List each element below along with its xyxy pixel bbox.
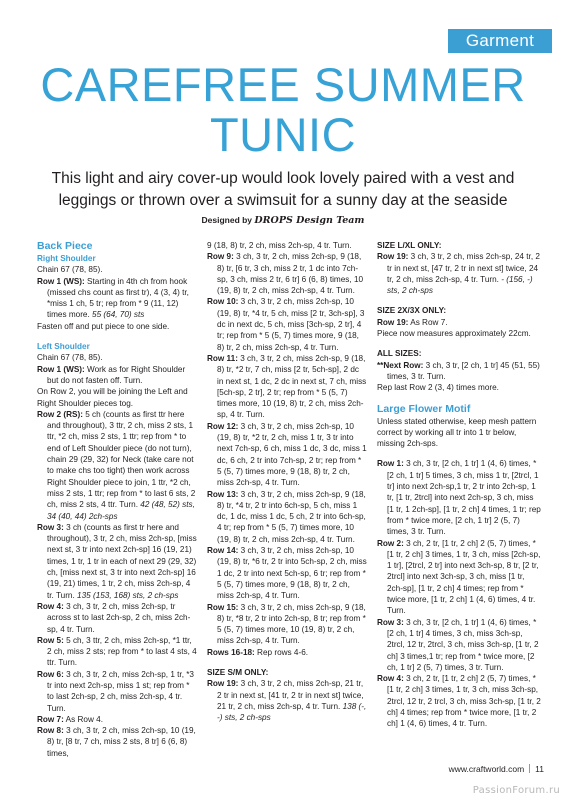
column-1: [37, 240, 197, 759]
row-label: Row 19:: [207, 679, 239, 689]
row-text: 3 ch, 3 tr, 2 ch, miss 2ch-sp, 10 (19, 8) tr, [8 tr, 7 ch, miss 2 sts, 8 tr] 6 (6, 8) times,: [47, 726, 196, 758]
pattern-row: [37, 409, 197, 522]
pattern-row: [207, 251, 367, 296]
row-text: Rep rows 4-6.: [254, 647, 309, 657]
page-number: 11: [535, 764, 544, 774]
pattern-row: [37, 276, 197, 321]
row-text: Work as for Right Shoulder but do not fasten off. Turn.: [47, 364, 186, 385]
pattern-row: [377, 251, 542, 296]
byline: [0, 215, 566, 226]
row-text: 3 ch, 3 tr, 2 ch, miss 2ch-sp, 24 tr, 2 tr in next st, [47 tr, 2 tr in next st] twice, 24 tr, 2 ch, miss 2ch-sp, 4 tr. Turn.: [387, 252, 540, 284]
size-heading: SIZE L/XL ONLY:: [377, 241, 442, 250]
pattern-row: [207, 489, 367, 545]
row-label: Rows 16-18:: [207, 647, 255, 657]
row-text: 3 ch, 3 tr, [2 ch, 1 tr] 1 (4, 6) times, *[2 ch, 1 tr] 5 times, 3 ch, miss 1 tr, [2trcl, 1 tr] into next 2ch-sp,1 tr, 2 tr into 2ch-sp, 1 tr, [1 tr, 2trcl] into next 2ch-sp, 3 ch, miss [1 tr, 1 2ch-sp], [1 tr, 2 ch] 4 times, 1 tr; rep from * twice more, [2 ch, 1 tr] 2 (5, 7) times, 3 tr. Turn.: [387, 459, 541, 537]
spacer: [37, 332, 197, 341]
instruction-text: Unless stated otherwise, keep mesh pattern correct by working all tr into 1 tr below, missing 2ch-sps.: [377, 416, 537, 449]
row-text: 3 ch, 3 tr, 2 ch, miss 2ch-sp, 10 (19, 8) tr, *6 tr, 2 tr into 5ch-sp, 2 ch, miss 1 dc, 2 tr into next 5ch-sp, 6 tr; rep from * 5 (5, 7) times more, 9 (18, 8) tr, 2 ch, miss 2ch-sp, 4 tr. Turn.: [217, 546, 367, 601]
stitch-count: 138 (-, -) sts, 2 ch-sps: [217, 701, 367, 723]
pattern-row: [207, 421, 367, 489]
row-label: Row 10:: [207, 297, 239, 307]
row-label: Row 12:: [207, 421, 239, 431]
instruction-text: 9 (18, 8) tr, 2 ch, miss 2ch-sp, 4 tr. Turn.: [207, 241, 352, 250]
spacer: [377, 296, 542, 305]
row-text: 3 ch, 3 tr, 2 ch, miss 2ch-sp, 9 (18, 8) tr, [6 tr, 3 ch, miss 2 tr, 1 dc into 7ch-sp, 3 ch, miss 2 tr, 6 tr] 6 (6, 8) times, 10 (19, 8) tr, 2 ch, miss 2ch-sp, 4 tr. Turn.: [217, 252, 364, 296]
instruction-text: Fasten off and put piece to one side.: [37, 321, 170, 331]
instruction-text: On Row 2, you will be joining the Left and Right Shoulder pieces tog.: [37, 387, 188, 408]
byline-prefix: Designed by: [201, 215, 253, 225]
row-label: Row 2:: [377, 538, 404, 548]
sub-heading: Right Shoulder: [37, 254, 96, 263]
row-text: 3 ch, 3 tr, 2 ch, miss 2ch-sp, 9 (18, 8) tr, *4 tr, 2 tr into 6ch-sp, 5 ch, miss 1 dc, 1 dc, miss 1 dc, 5 ch, 2 tr into 6ch-sp, 4 tr; rep from * 5 (5, 7) times more, 10 (19, 8) tr, 2 ch, miss 2ch-sp, 4 tr. Turn.: [217, 489, 366, 544]
row-text: 3 ch, 3 tr, 2 ch, miss 2ch-sp, 10 (19, 8) tr, *2 tr, 2 ch, miss 1 tr, 3 tr into next 7ch-sp, 6 ch, miss 1 dc, 3 dc, miss 1 dc, 6 ch, 2 tr into 7ch-sp, 2 tr; rep from * 5 (5, 7) times more, 9 (18, 8) tr, 2 ch, miss 2ch-sp, 4 tr. Turn.: [217, 421, 367, 488]
row-text: 3 ch, 2 tr, [1 tr, 2 ch] 2 (5, 7) times, *[1 tr, 2 ch] 3 times, 1 tr, 3 ch, miss 3ch-sp, 2trcl, 12 tr, 2 trcl, 3 ch, miss 3ch-sp, [1 tr, 2 ch] 4 times; rep from * twice more, [1 tr, 2 ch] 1 (4, 6) times, 4 tr. Turn.: [387, 674, 541, 729]
pattern-row: [207, 353, 367, 421]
size-heading: ALL SIZES:: [377, 349, 422, 359]
instruction-text: Chain 67 (78, 85).: [37, 265, 103, 275]
row-text: As Row 4.: [63, 714, 103, 724]
spacer: [377, 394, 542, 403]
row-label: Row 9:: [207, 252, 234, 262]
row-label: Row 3:: [377, 617, 404, 627]
pattern-row: [377, 317, 542, 328]
pattern-row: [377, 458, 542, 537]
row-label: Row 14:: [207, 546, 239, 556]
pattern-row: [37, 522, 197, 601]
footer: [449, 764, 544, 774]
row-text: 3 ch, 3 tr, 2 ch, miss 2ch-sp, 1 tr, *3 tr into next 2ch-sp, miss 1 st; rep from * to last 2ch-sp, 2 ch, miss 2ch-sp, 4 tr. Turn.: [47, 669, 194, 713]
row-label: Row 5:: [37, 635, 64, 645]
row-text: 3 ch, 3 tr, [2 ch, 1 tr] 1 (4, 6) times, *[2 ch, 1 tr] 4 times, 3 ch, miss 3ch-sp, 2trcl, 12 tr, 2trcl, 3 ch, miss 3ch-sp, [1 tr, 2 ch] 3 times,1 tr; rep from * twice more, [2 ch, 1 tr] 2 (5, 7) times, 3 tr. Turn.: [387, 617, 539, 672]
instruction-text: Rep last Row 2 (3, 4) times more.: [377, 383, 499, 393]
pattern-row: [207, 602, 367, 647]
row-label: Row 19:: [377, 317, 409, 327]
section-heading: Large Flower Motif: [377, 402, 471, 415]
section-heading: Back Piece: [37, 240, 93, 252]
page-title: CAREFREE SUMMER: [40, 58, 526, 111]
pattern-row: [377, 538, 542, 617]
row-label: Row 4:: [37, 601, 64, 611]
pattern-row: [207, 296, 367, 352]
row-label: Row 11:: [207, 353, 238, 363]
row-label: Row 7:: [37, 714, 64, 724]
row-label: Row 1 (WS):: [37, 364, 85, 374]
row-text: 3 ch, 3 tr, 2 ch, miss 2ch-sp, 10 (19, 8) tr, *4 tr, 5 ch, miss [2 tr, 3ch-sp], 3 dc in next dc, 5 ch, miss [3ch-sp, 2 tr], 4 tr; rep from * 5 (5, 7) times more, 9 (18, 8) tr, 2 ch, miss 2ch-sp, 4 tr. Turn.: [217, 297, 365, 352]
pattern-row: [37, 725, 197, 759]
spacer: [377, 449, 542, 458]
footer-site[interactable]: www.craftworld.com: [448, 764, 525, 774]
row-text: 5 ch (counts as first ttr here and throughout), 3 ttr, 2 ch, miss 2 sts, 1 ttr, *2 ch, miss 2 sts, 1 ttr; rep from * to end of Left Shoulder piece (do not turn), chain 29 (29, 32) for Neck (take care not to make chs too tight) then work across Right Shoulder piece to join, 1 ttr, *2 ch, miss 2 sts, 1 ttr; rep from * to last 6 sts, 2 ch, miss 2 sts, 4 ttr. Turn.: [47, 409, 196, 510]
pattern-row: [37, 714, 197, 725]
row-label: Row 1 (WS):: [37, 276, 85, 286]
column-3: [377, 240, 542, 730]
standfirst: This light and airy cover-up would look lovely paired with a vest and leggings or thrown over a swimsuit for a sunny day at the seaside: [51, 170, 515, 209]
stitch-count: 42 (48, 52) sts, 34 (40, 44) 2ch-sps: [47, 500, 195, 521]
pattern-row: [37, 669, 197, 714]
stitch-count: 55 (64, 70) sts: [92, 310, 145, 320]
size-heading: SIZE S/M ONLY:: [207, 667, 269, 677]
stitch-count: - (156, -) sts, 2 ch-sps: [387, 274, 533, 296]
row-label: Row 6:: [37, 669, 64, 679]
pattern-row: [207, 647, 367, 658]
pattern-row: [377, 360, 542, 383]
row-text: 3 ch, 3 tr, 2 ch, miss 2ch-sp, tr across st to last 2ch-sp, 2 ch, miss 2ch-sp, 4 tr. Turn.: [47, 601, 191, 634]
sub-heading: Left Shoulder: [37, 342, 90, 352]
row-label: Row 2 (RS):: [37, 409, 83, 419]
row-text: 3 ch, 3 tr, 2 ch, miss 2ch-sp, 21 tr, 2 tr in next st, [41 tr, 2 tr in next st] twice, 21 tr, 2 ch, miss 2ch-sp, 4 tr. Turn.: [217, 679, 364, 711]
row-label: Row 8:: [37, 726, 64, 736]
pattern-row: [37, 635, 197, 669]
size-heading: SIZE 2X/3X ONLY:: [377, 306, 447, 316]
watermark: PassionForum.ru: [472, 785, 560, 796]
row-label: Row 3:: [37, 522, 64, 532]
row-text: 3 ch, 3 tr, 2 ch, miss 2ch-sp, 9 (18, 8) tr, *8 tr, 2 tr into 2ch-sp, 8 tr; rep from * 5 (5, 7) times more, 10 (19, 8) tr, 2 ch, miss 2ch-sp, 4 tr. Turn.: [217, 602, 366, 646]
row-text: 3 ch, 3 tr, 2 ch, miss 2ch-sp, 9 (18, 8) tr, *2 tr, 7 ch, miss [2 tr, 5ch-sp], 2 dc in next st, 1 dc, 2 dc in next st, 7 ch, miss [5ch-sp, 2 tr], 2 tr; rep from * 5 (5, 7) times more, 10 (19, 8) tr, 2 ch, miss 2ch-sp, 4 tr. Turn.: [217, 353, 367, 420]
pattern-row: [377, 673, 542, 729]
row-label: Row 15:: [207, 602, 239, 612]
row-text: As Row 7.: [408, 317, 448, 327]
row-text: Starting in 4th ch from hook (missed chs count as first tr), 4 (3, 4) tr, *miss 1 ch, 5 tr; rep from * 9 (11, 12) times more.: [47, 276, 189, 320]
row-text: 3 ch, 3 tr, [2 ch, 1 tr] 45 (51, 55) times, 3 tr. Turn.: [387, 360, 540, 381]
spacer: [207, 658, 367, 667]
row-label: Row 4:: [377, 674, 404, 684]
row-label: Row 19:: [377, 252, 409, 262]
pattern-row: [207, 545, 367, 601]
byline-brand: DROPS Design Team: [254, 215, 365, 226]
pattern-row: [377, 617, 542, 673]
page-title-line2: TUNIC: [209, 108, 357, 161]
column-2: [207, 240, 367, 723]
spacer: [377, 339, 542, 348]
row-text: 5 ch, 3 ttr, 2 ch, miss 2ch-sp, *1 ttr, 2 ch, miss 2 sts; rep from * to last 4 sts, 4 ttr. Turn.: [47, 635, 197, 668]
instruction-text: Chain 67 (78, 85).: [37, 353, 103, 363]
section-tag: Garment: [448, 29, 552, 53]
row-label: Row 13:: [207, 489, 239, 499]
row-label: Row 1:: [377, 459, 404, 469]
row-text: 3 ch (counts as first tr here and throughout), 3 tr, 2 ch, miss 2ch-sp, [miss next st, 3 tr into next 2ch-sp] 16 (19, 21) times, 1 tr, 1 tr in each of next 29 (29, 32) ch, [miss next st, 3 tr into next 2ch-sp] 16 (19, 21) times, 1 tr, 2 ch, miss 2ch-sp, 4 tr. Turn.: [47, 522, 197, 600]
pattern-row: [37, 601, 197, 635]
pattern-row: [37, 364, 197, 387]
stitch-count: 135 (153, 168) sts, 2 ch-sps: [77, 590, 179, 600]
row-label: **Next Row:: [377, 360, 424, 370]
row-text: 3 ch, 2 tr, [1 tr, 2 ch] 2 (5, 7) times, *[1 tr, 2 ch] 3 times, 1 tr, 3 ch, miss [2ch-sp, 1 tr], [2trcl, 2 tr] into next 3ch-sp, 8 tr, [2 tr, 2trcl] into next 3ch-sp, 3 ch, miss [1 tr, 2ch-sp], [1 tr, 2 ch] 4 times; rep from * twice more, [1 tr, 2 ch] 1 (4, 6) times, 4 tr. Turn.: [387, 538, 541, 616]
footer-divider: [529, 764, 530, 773]
instruction-text: Piece now measures approximately 22cm.: [377, 329, 531, 339]
pattern-row: [207, 678, 367, 723]
